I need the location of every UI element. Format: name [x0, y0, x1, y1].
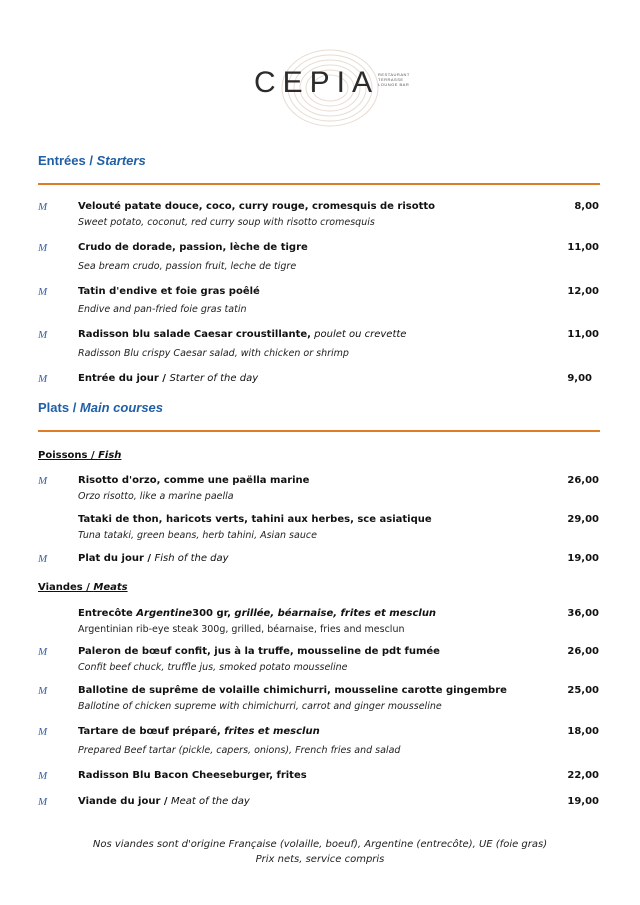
- dish-name-main: Plat du jour /: [78, 553, 155, 564]
- dish-name-translation: Meat of the day: [171, 796, 250, 807]
- logo-brand: CEPIA: [254, 66, 380, 99]
- dish-name: Crudo de dorade, passion, lèche de tigre: [78, 242, 308, 253]
- dish-name-main: Viande du jour /: [78, 796, 172, 807]
- dish-price: 11,00: [567, 242, 599, 253]
- section-title-fr: Entrées: [38, 153, 86, 168]
- dish-price: 29,00: [567, 514, 599, 525]
- subsection-title-en: Meats: [93, 582, 128, 593]
- leaf-marker-icon: M: [38, 685, 48, 697]
- section-title-sep: /: [69, 400, 80, 415]
- dish-name: [78, 553, 229, 564]
- section-divider: [38, 183, 600, 185]
- dish-name: [78, 373, 258, 384]
- dish-price: 18,00: [567, 726, 599, 737]
- footer-price-note: Prix nets, service compris: [255, 854, 385, 865]
- dish-translation: Radisson Blu crispy Caesar salad, with chicken or shrimp: [78, 348, 349, 359]
- dish-name-part: 300 gr,: [192, 608, 235, 619]
- dish-name-main: Tartare de bœuf préparé,: [78, 726, 225, 737]
- dish-name-translation: Fish of the day: [154, 553, 229, 564]
- leaf-marker-icon: M: [38, 201, 48, 213]
- section-title-starters: [38, 153, 146, 168]
- dish-name: [78, 329, 406, 340]
- subsection-title-fr: Viandes /: [38, 582, 94, 593]
- dish-price: 26,00: [567, 646, 599, 657]
- dish-price: 19,00: [567, 796, 599, 807]
- dish-translation: Orzo risotto, like a marine paella: [78, 491, 234, 502]
- dish-price: 11,00: [567, 329, 599, 340]
- dish-translation: Endive and pan-fried foie gras tatin: [78, 304, 247, 315]
- dish-name-option: poulet ou crevette: [310, 329, 407, 340]
- leaf-marker-icon: M: [38, 475, 48, 487]
- dish-name: Velouté patate douce, coco, curry rouge, cromesquis de risotto: [78, 201, 436, 212]
- dish-name: [78, 726, 320, 737]
- dish-name-main: Radisson blu salade Caesar croustillante,: [78, 329, 311, 340]
- section-title-mains: [38, 400, 163, 415]
- subsection-title-meats: [38, 582, 128, 593]
- dish-name: Risotto d'orzo, comme une paëlla marine: [78, 475, 310, 486]
- logo-subtitle: RESTAURANT TERRASSE LOUNGE BAR: [378, 72, 410, 87]
- dish-price: 12,00: [567, 286, 599, 297]
- leaf-marker-icon: M: [38, 770, 48, 782]
- leaf-marker-icon: M: [38, 553, 48, 565]
- dish-name: [78, 796, 250, 807]
- dish-price: 36,00: [567, 608, 599, 619]
- leaf-marker-icon: M: [38, 373, 48, 385]
- leaf-marker-icon: M: [38, 286, 48, 298]
- dish-translation: Confit beef chuck, truffle jus, smoked potato mousseline: [78, 662, 348, 673]
- dish-translation: Sweet potato, coconut, red curry soup with risotto cromesquis: [78, 217, 375, 228]
- leaf-marker-icon: M: [38, 329, 48, 341]
- dish-translation: Ballotine of chicken supreme with chimichurri, carrot and ginger mousseline: [78, 701, 442, 712]
- subsection-title-fish: [38, 450, 121, 461]
- leaf-marker-icon: M: [38, 646, 48, 658]
- leaf-marker-icon: M: [38, 726, 48, 738]
- section-title-en: Starters: [96, 153, 146, 168]
- dish-name-part: grillée, béarnaise, frites et mesclun: [234, 608, 437, 619]
- dish-name: Tatin d'endive et foie gras poêlé: [78, 286, 260, 297]
- dish-name-translation: Starter of the day: [169, 373, 259, 384]
- dish-price: 22,00: [567, 770, 599, 781]
- dish-translation: Argentinian rib-eye steak 300g, grilled, béarnaise, fries and mesclun: [78, 624, 405, 635]
- subsection-title-en: Fish: [98, 450, 122, 461]
- leaf-marker-icon: M: [38, 242, 48, 254]
- section-title-fr: Plats: [38, 400, 70, 415]
- section-title-en: Main courses: [79, 400, 164, 415]
- section-title-sep: /: [85, 153, 97, 168]
- dish-name: [78, 608, 436, 619]
- dish-price: 19,00: [567, 553, 599, 564]
- subsection-title-fr: Poissons /: [38, 450, 99, 461]
- dish-price: 25,00: [567, 685, 599, 696]
- dish-name: Radisson Blu Bacon Cheeseburger, frites: [78, 770, 307, 781]
- dish-name-part: Entrecôte: [78, 608, 137, 619]
- footer-origin-note: Nos viandes sont d'origine Française (volaille, boeuf), Argentine (entrecôte), UE (foie gras): [92, 839, 548, 850]
- dish-price: 9,00: [567, 373, 592, 384]
- dish-name: Tataki de thon, haricots verts, tahini aux herbes, sce asiatique: [78, 514, 432, 525]
- dish-price: 8,00: [574, 201, 599, 212]
- dish-translation: Tuna tataki, green beans, herb tahini, Asian sauce: [78, 530, 317, 541]
- dish-name-part: frites et mesclun: [224, 726, 320, 737]
- dish-name-main: Entrée du jour /: [78, 373, 170, 384]
- restaurant-logo: [240, 42, 420, 132]
- dish-translation: Prepared Beef tartar (pickle, capers, onions), French fries and salad: [78, 745, 401, 756]
- dish-translation: Sea bream crudo, passion fruit, leche de tigre: [78, 261, 297, 272]
- dish-name: Paleron de bœuf confit, jus à la truffe, mousseline de pdt fumée: [78, 646, 440, 657]
- dish-name-part: Argentine: [136, 608, 193, 619]
- dish-price: 26,00: [567, 475, 599, 486]
- section-divider: [38, 430, 600, 432]
- leaf-marker-icon: M: [38, 796, 48, 808]
- dish-name: Ballotine de suprême de volaille chimichurri, mousseline carotte gingembre: [78, 685, 507, 696]
